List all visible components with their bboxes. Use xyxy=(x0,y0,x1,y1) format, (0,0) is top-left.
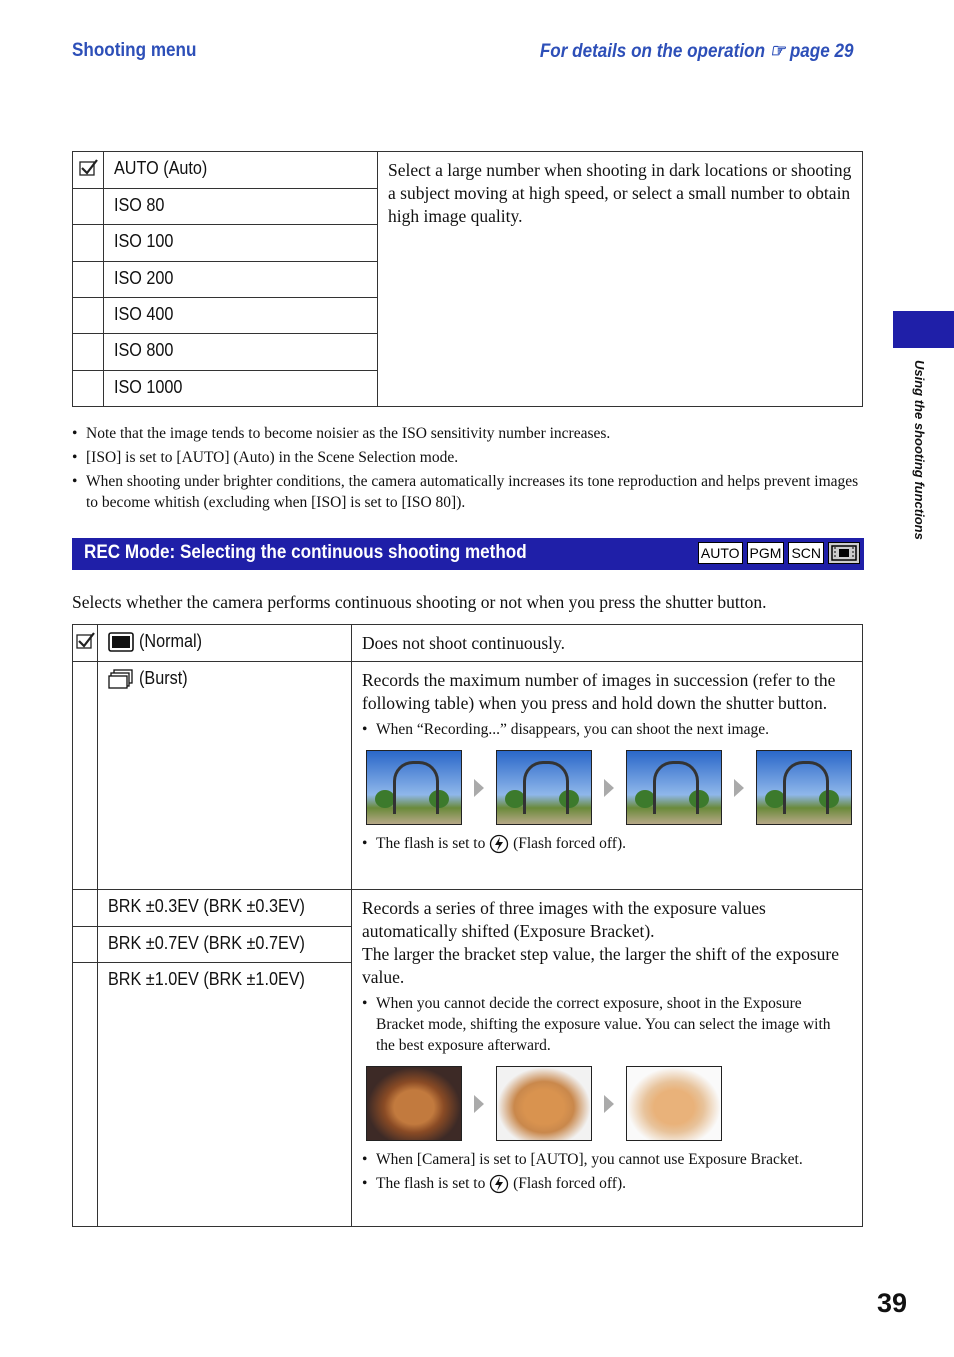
chapter-label: Using the shooting functions xyxy=(912,360,927,540)
note-item: • When you cannot decide the correct exposure, shoot in the Exposure Bracket mode, shifting the exposure value. You can select the image with the best exposure afterward. xyxy=(362,993,852,1056)
note-item: • [ISO] is set to [AUTO] (Auto) in the Scene Selection mode. xyxy=(72,447,862,468)
flash-off-icon xyxy=(489,1174,509,1194)
chapter-tab xyxy=(893,311,954,348)
iso-table xyxy=(72,151,863,407)
mode-icons xyxy=(698,542,860,564)
checkmark-icon xyxy=(78,158,98,178)
table-row xyxy=(73,152,863,189)
bracket-image-sequence xyxy=(366,1066,852,1141)
note-item: • When shooting under brighter conditions, the camera automatically increases its tone reproduction and helps prevent images to become whitish (excluding when [ISO] is set to [ISO 80]). xyxy=(72,471,862,513)
burst-photo xyxy=(756,750,852,825)
default-cell xyxy=(73,152,104,189)
iso-option: ISO 400 xyxy=(104,298,378,334)
burst-photo xyxy=(496,750,592,825)
iso-notes xyxy=(72,423,862,516)
arrow-right-icon xyxy=(604,779,614,797)
iso-option: ISO 1000 xyxy=(104,371,378,407)
bracket-photo-bright xyxy=(626,1066,722,1141)
scene-mode-icon: SCN xyxy=(788,542,824,564)
burst-image-sequence xyxy=(366,750,852,825)
note-item: • When [Camera] is set to [AUTO], you cannot use Exposure Bracket. xyxy=(362,1149,852,1170)
table-row xyxy=(73,890,863,927)
film-icon xyxy=(828,542,860,564)
burst-photo xyxy=(626,750,722,825)
arrow-right-icon xyxy=(474,779,484,797)
rec-option-burst: (Burst) xyxy=(98,662,352,890)
note-item: • The flash is set to (Flash forced off). xyxy=(362,833,852,854)
iso-option: ISO 100 xyxy=(104,225,378,262)
checkmark-icon xyxy=(75,631,95,651)
section-header: Shooting menu xyxy=(72,40,197,61)
note-item: • When “Recording...” disappears, you can shoot the next image. xyxy=(362,719,852,740)
auto-mode-icon: AUTO xyxy=(698,542,743,564)
bracket-option: BRK ±1.0EV (BRK ±1.0EV) xyxy=(98,963,352,1227)
note-item: • Note that the image tends to become noisier as the ISO sensitivity number increases. xyxy=(72,423,862,444)
section-title: REC Mode: Selecting the continuous shooting method xyxy=(84,542,527,563)
arrow-right-icon xyxy=(734,779,744,797)
iso-option: AUTO (Auto) xyxy=(104,152,378,189)
iso-description: Select a large number when shooting in dark locations or shooting a subject moving at high speed, or select a small number to obtain high image quality. xyxy=(378,152,863,407)
default-cell xyxy=(73,625,98,662)
page-number: 39 xyxy=(877,1288,908,1318)
iso-option: ISO 80 xyxy=(104,189,378,225)
rec-option-normal: (Normal) xyxy=(98,625,352,662)
bracket-option: BRK ±0.3EV (BRK ±0.3EV) xyxy=(98,890,352,927)
rec-mode-section-header xyxy=(72,538,864,570)
rec-intro: Selects whether the camera performs continuous shooting or not when you press the shutter button. xyxy=(72,592,767,612)
normal-description: Does not shoot continuously. xyxy=(352,625,863,662)
note-item: • The flash is set to (Flash forced off). xyxy=(362,1173,852,1194)
arrow-right-icon xyxy=(604,1095,614,1113)
table-row xyxy=(73,625,863,662)
operation-reference: For details on the operation ☞ page 29 xyxy=(540,41,854,62)
burst-photo xyxy=(366,750,462,825)
bracket-photo-dark xyxy=(366,1066,462,1141)
iso-option: ISO 800 xyxy=(104,334,378,371)
bracket-description: Records a series of three images with the exposure values automatically shifted (Exposure Bracket). The larger the bracket step value, the larger the shift of the exposure value. • When you cannot decide the correct exposure, shoot in the Exposure Bracket mode, shifting the exposure value. You can select the image with the best exposure afterward. • When [Camera] is set to [AUTO], you cannot use Exposure Bracket. • The flash is set to (Flash forced off). xyxy=(352,890,863,1227)
iso-option: ISO 200 xyxy=(104,262,378,298)
bracket-option: BRK ±0.7EV (BRK ±0.7EV) xyxy=(98,927,352,963)
rec-mode-table xyxy=(72,624,863,1227)
burst-description: Records the maximum number of images in succession (refer to the following table) when you press and hold down the shutter button. • When “Recording...” disappears, you can shoot the next image. • The flash is set to (Flash forced off). xyxy=(352,662,863,890)
flash-off-icon xyxy=(489,834,509,854)
burst-mode-icon xyxy=(108,669,134,689)
program-mode-icon: PGM xyxy=(747,542,785,564)
table-row xyxy=(73,662,863,890)
normal-mode-icon xyxy=(108,632,134,652)
bracket-photo-normal xyxy=(496,1066,592,1141)
arrow-right-icon xyxy=(474,1095,484,1113)
